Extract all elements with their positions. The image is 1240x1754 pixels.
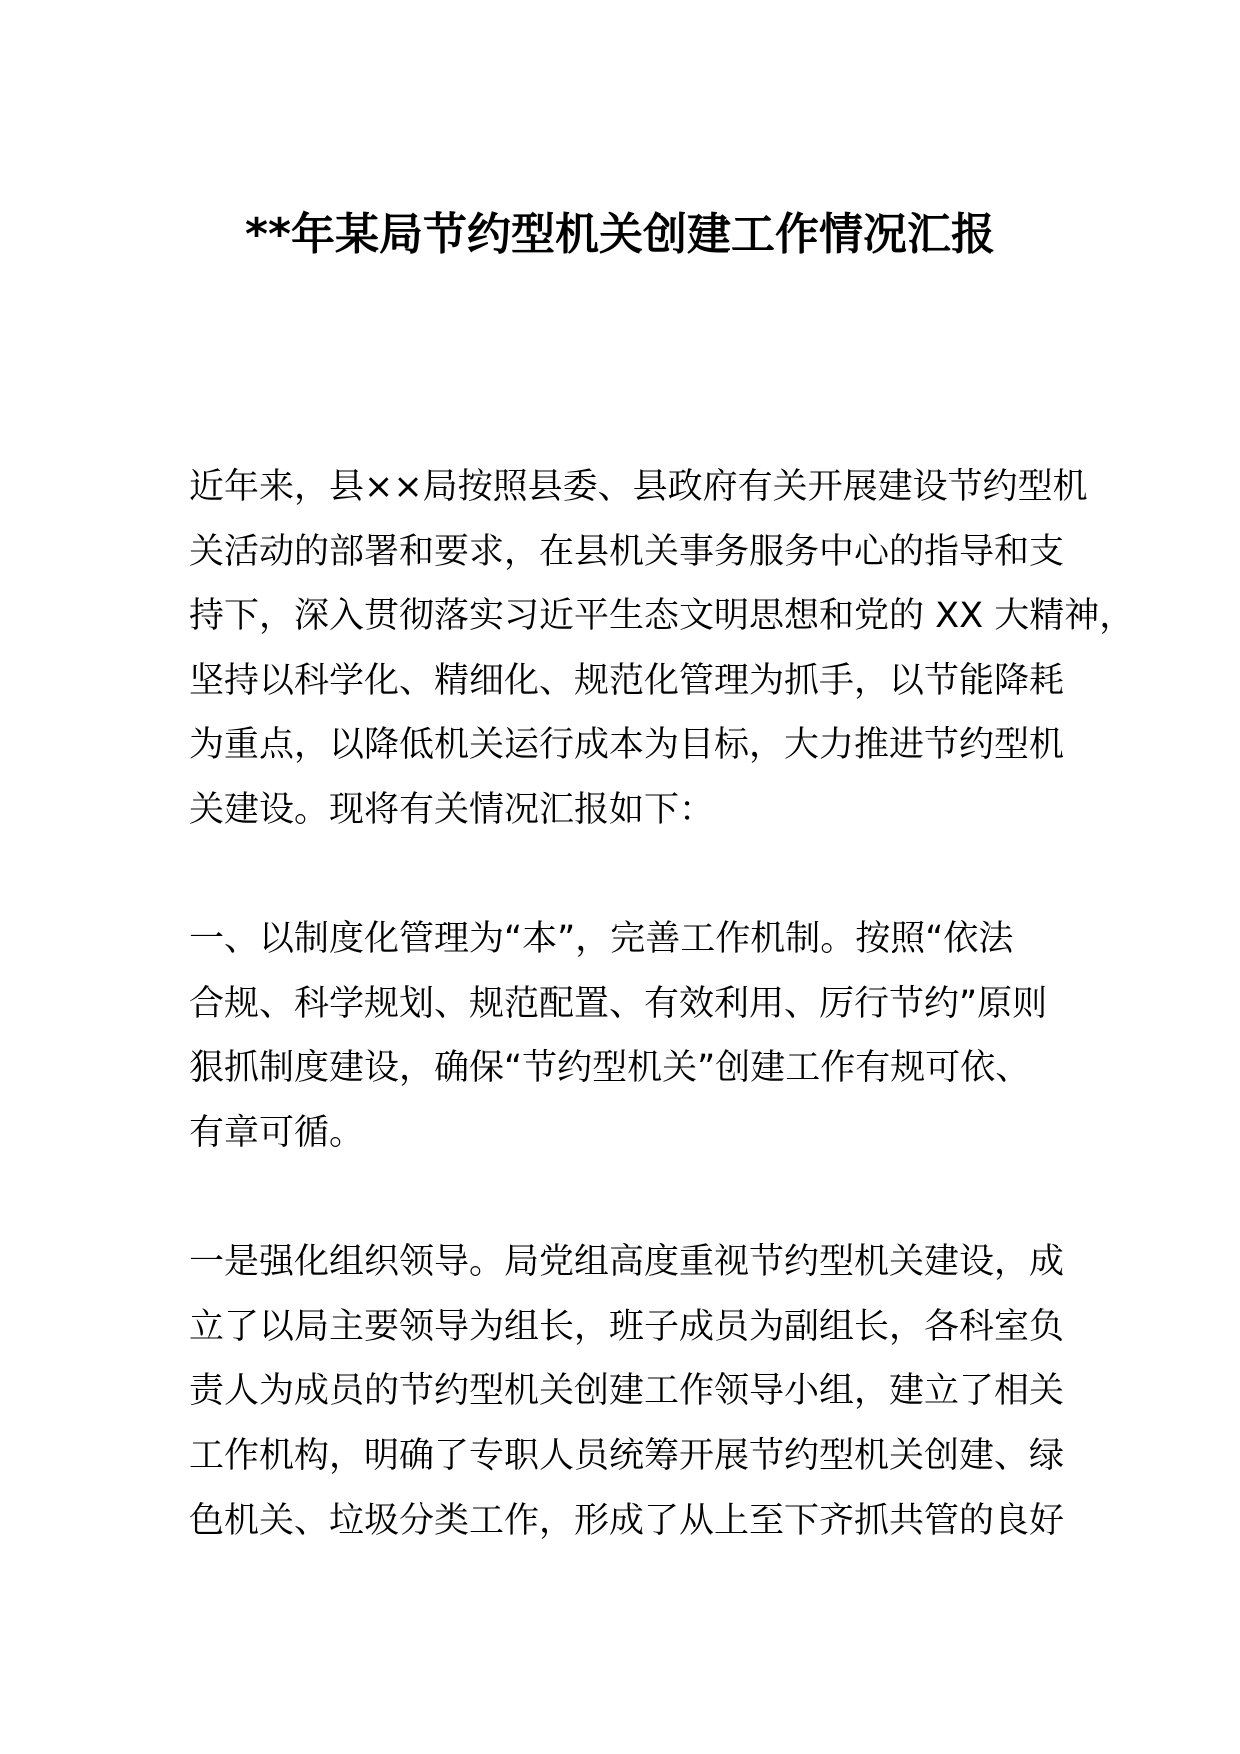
text-line: 色机关、垃圾分类工作，形成了从上至下齐抓共管的良好 [189, 1500, 1065, 1541]
text-line: 一是强化组织领导。局党组高度重视节约型机关建设，成 [189, 1242, 1065, 1283]
document-body [189, 455, 1135, 1618]
text-line: 狠抓制度建设，确保“节约型机关”创建工作有规可依、 [189, 1048, 1031, 1089]
text-line: 有章可循。 [189, 1112, 365, 1153]
text-line: 责人为成员的节约型机关创建工作领导小组，建立了相关 [189, 1371, 1065, 1412]
text-line: 为重点，以降低机关运行成本为目标，大力推进节约型机 [189, 725, 1065, 766]
text-line: 立了以局主要领导为组长，班子成员为副组长，各科室负 [189, 1306, 1065, 1347]
text-line: 坚持以科学化、精细化、规范化管理为抓手，以节能降耗 [189, 660, 1065, 701]
paragraph-intro [189, 455, 1135, 843]
text-line: 工作机构，明确了专职人员统筹开展节约型机关创建、绿 [189, 1435, 1065, 1476]
text-line: 持下，深入贯彻落实习近平生态文明思想和党的 XX 大精神， [189, 596, 1135, 637]
text-line: 近年来，县××局按照县委、县政府有关开展建设节约型机 [189, 467, 1088, 507]
text-line: 关活动的部署和要求，在县机关事务服务中心的指导和支 [189, 531, 1065, 572]
text-line: 关建设。现将有关情况汇报如下： [189, 789, 715, 830]
document-title: **年某局节约型机关创建工作情况汇报 [244, 209, 996, 260]
paragraph-point-1 [189, 1230, 1089, 1553]
text-line: 一、以制度化管理为“本”，完善工作机制。按照“依法 [189, 919, 1014, 960]
paragraph-section-1 [189, 907, 1089, 1165]
text-line: 合规、科学规划、规范配置、有效利用、厉行节约”原则 [189, 983, 1048, 1024]
